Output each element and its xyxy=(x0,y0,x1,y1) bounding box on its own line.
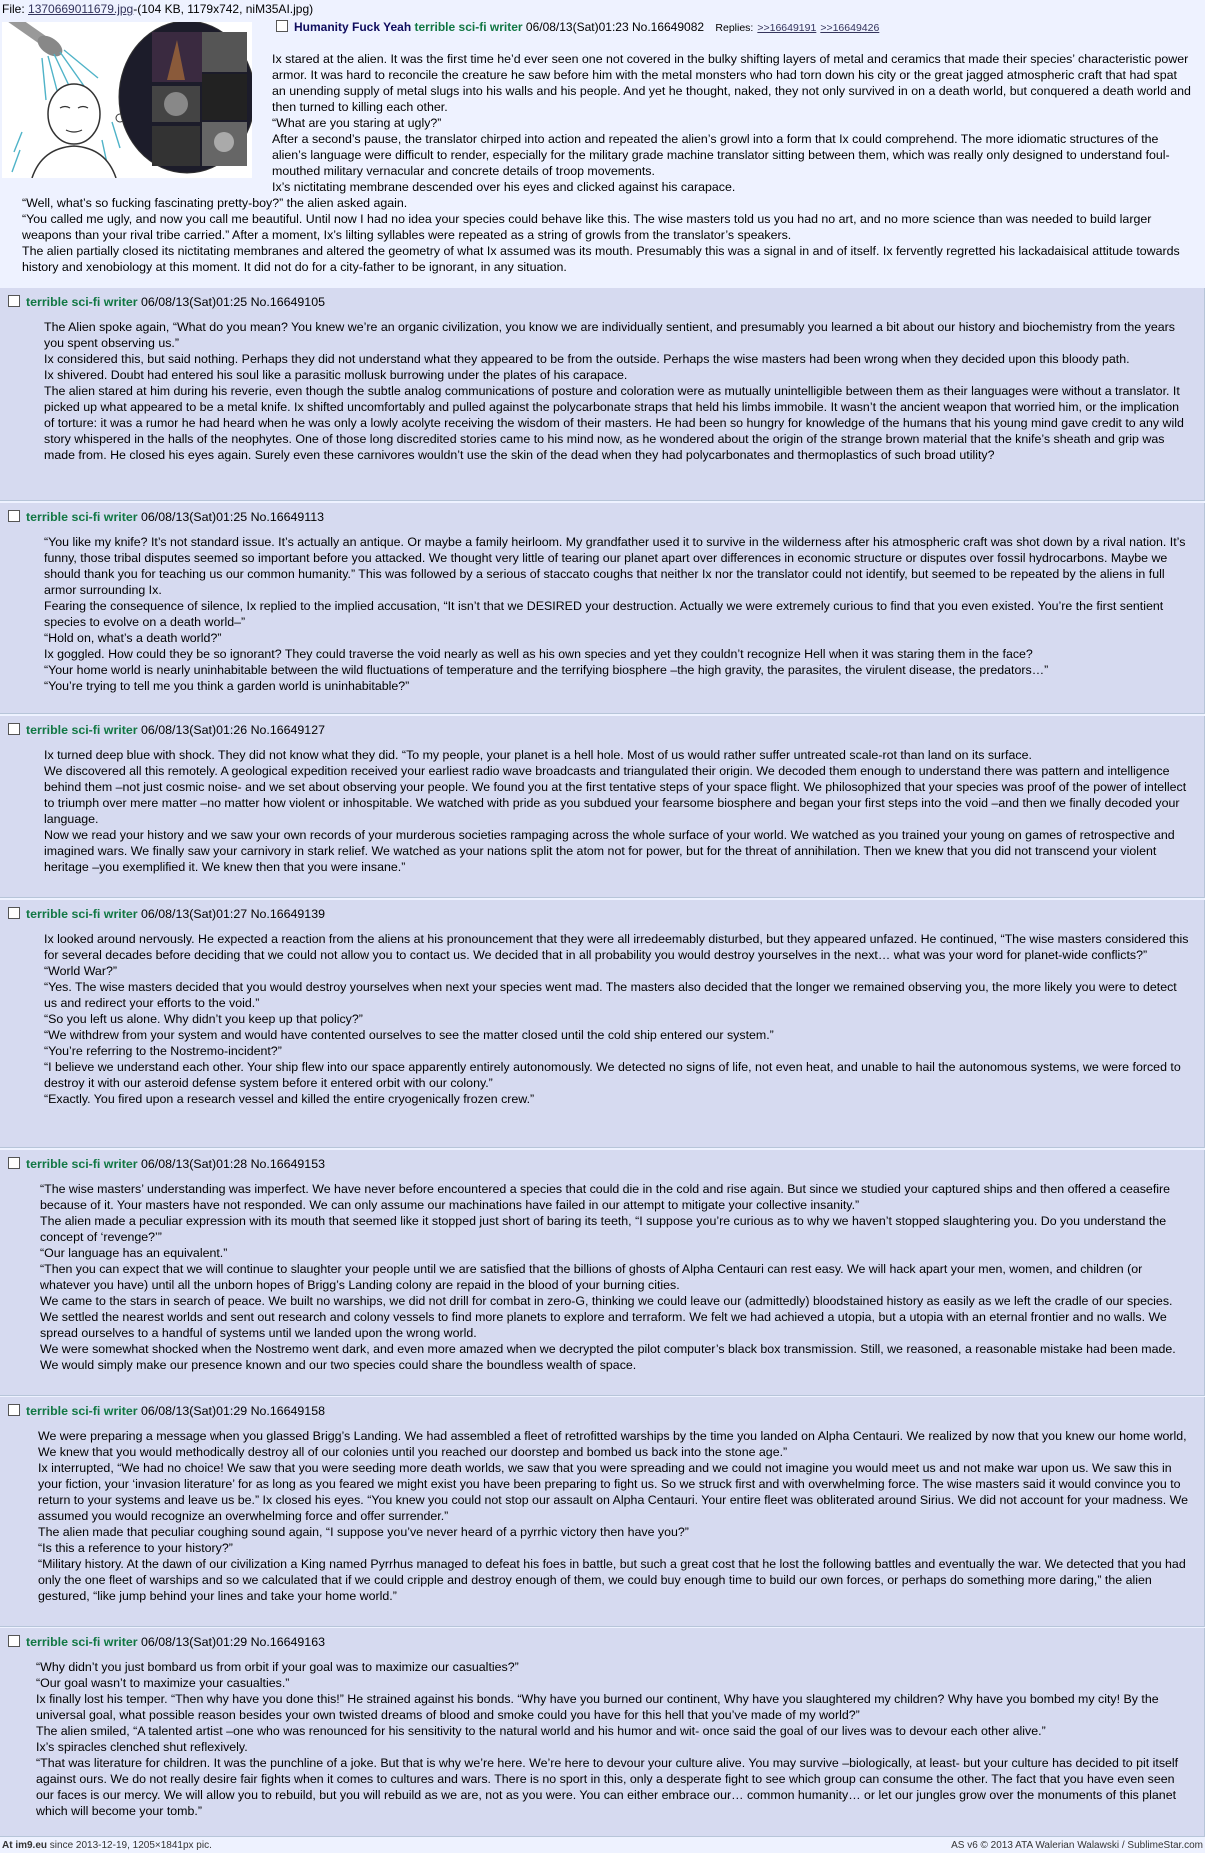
op-paragraph: “You called me ugly, and now you call me beautiful. Until now I had no idea your species could behave like this. The wise masters told us you had no art, and no more science than was needed to build larger weapons than your rival tribe carried.” After a moment, Ix’s lilting syllables were repeated as a string of growls from the translator’s speakers. xyxy=(22,212,1152,242)
reply-header xyxy=(8,1403,325,1419)
reply-paragraph: We discovered all this remotely. A geological expedition received your earliest radio wave broadcasts and triangulated their origin. We decoded them enough to understand there was pattern and intelligence behind them –not just cosmic noise- and we set about observing your people. We found you at the first tentative steps of your space flight. We philosophized that your species was proof of the power of intellect to triumph over mere matter –no matter how violent or inhospitable. We watched with pride as you subdued your fearsome biosphere and began your first steps into the void –and then we finally decoded your language. xyxy=(44,764,1187,826)
reply-body xyxy=(44,534,1192,694)
reply-paragraph: The alien smiled, “A talented artist –one who was renounced for his sensitivity to the natural world and his humor and wit- once said the goal of our lives was to devour each other alive.” xyxy=(36,1724,1046,1738)
reply-paragraph: “You’re referring to the Nostremo-incident?” xyxy=(44,1044,282,1058)
reply-paragraph: “I believe we understand each other. Your ship flew into our space apparently entirely autonomously. We detected no signs of life, not even heat, and unable to hail the autonomous systems, we were forced to destroy it with our asteroid defense system before it entered orbit with our colony.” xyxy=(44,1060,1181,1090)
reply-paragraph: “Yes. The wise masters decided that you would destroy yourselves when next your species went mad. The masters also decided that the longer we remained observing you, the more likely you were to detect us and redirect your efforts to the void.” xyxy=(44,980,1177,1010)
reply-paragraph: “Your home world is nearly uninhabitable between the wild fluctuations of temperature and the terrifying biosphere –the high gravity, the parasites, the virulent disease, the predators…” xyxy=(44,663,1049,677)
file-label: File: xyxy=(2,2,29,16)
reply-post xyxy=(0,288,1205,501)
file-info xyxy=(2,1,313,17)
reply-header xyxy=(8,722,325,738)
reply-poster-name: terrible sci-fi writer xyxy=(26,723,138,737)
image-footer xyxy=(0,1838,1205,1853)
op-backlink-2[interactable]: >>16649426 xyxy=(820,22,880,34)
reply-post-number[interactable]: No.16649139 xyxy=(250,907,325,921)
op-subject: Humanity Fuck Yeah xyxy=(294,20,412,34)
reply-datetime: 06/08/13(Sat)01:25 xyxy=(141,295,248,309)
reply-poster-name: terrible sci-fi writer xyxy=(26,510,138,524)
file-link[interactable]: 1370669011679.jpg xyxy=(28,2,134,16)
reply-paragraph: Ix shivered. Doubt had entered his soul like a parasitic mollusk burrowing under the plates of his carapace. xyxy=(44,368,628,382)
reply-datetime: 06/08/13(Sat)01:26 xyxy=(141,723,248,737)
op-post xyxy=(0,0,1205,288)
reply-paragraph: “The wise masters’ understanding was imperfect. We have never before encountered a species that could die in the cold and rise again. But since we studied your captured ships and then offered a ceasefire because of it. Your masters have not responded. We can only assume our machinations have failed in our attempt to mitigate your collective insanity.” xyxy=(40,1182,1171,1212)
reply-paragraph: Now we read your history and we saw your own records of your murderous societies rampaging across the whole surface of your world. We watched as you trained your young on games of retrospective and imagined wars. We finally saw your carnivory in stark relief. We watched as your nations split the atom not for power, but for the threat of annihilation. Then we knew that you did not transcend your violent heritage –you exemplified it. We knew then that you were insane.” xyxy=(44,828,1175,874)
reply-paragraph: “World War?” xyxy=(44,964,117,978)
reply-paragraph: “Exactly. You fired upon a research vessel and killed the entire cryogenically frozen crew.” xyxy=(44,1092,535,1106)
reply-datetime: 06/08/13(Sat)01:27 xyxy=(141,907,248,921)
reply-paragraph: “Then you can expect that we will continue to slaughter your people until we are satisfied that the billions of ghosts of Alpha Centauri can rest easy. We will hack apart your men, women, and children (or whatever you have) until all the unborn hopes of Brigg’s Landing colony are repaid in the blood of your burning cities. xyxy=(40,1262,1143,1292)
reply-paragraph: Fearing the consequence of silence, Ix replied to the implied accusation, “It isn’t that we DESIRED your destruction. Actually we were extremely curious to find that you even existed. You’re the first sentient species to evolve on a death world–” xyxy=(44,599,1164,629)
reply-post-number[interactable]: No.16649153 xyxy=(250,1157,325,1171)
op-backlink-1[interactable]: >>16649191 xyxy=(757,22,817,34)
op-paragraph: Ix’s nictitating membrane descended over his eyes and clicked against his carapace. xyxy=(272,180,736,194)
op-poster-name: terrible sci-fi writer xyxy=(414,20,523,34)
reply-post xyxy=(0,1628,1205,1837)
reply-datetime: 06/08/13(Sat)01:29 xyxy=(141,1635,248,1649)
reply-paragraph: The alien made that peculiar coughing sound again, “I suppose you’ve never heard of a pyrrhic victory then have you?” xyxy=(38,1525,689,1539)
reply-header xyxy=(8,294,325,310)
reply-paragraph: Ix considered this, but said nothing. Perhaps they did not understand what they appeared to be from the outside. Perhaps the wise masters had been wrong when they decided upon this bloody path. xyxy=(44,352,1130,366)
reply-paragraph: “So you left us alone. Why didn’t you keep up that policy?” xyxy=(44,1012,363,1026)
footer-right: AS v6 © 2013 ATA Walerian Walawski / SublimeStar.com xyxy=(951,1840,1203,1851)
op-thumbnail-image[interactable] xyxy=(2,22,252,178)
reply-post xyxy=(0,716,1205,898)
op-paragraph: After a second’s pause, the translator chirped into action and repeated the alien’s growl into a form that Ix could comprehend. The more idiomatic structures of the alien’s language were difficult to render, especially for the military grade machine translator sitting between them, which was really only designed to understand foul-mouthed military vernacular and concrete details of troop movements. xyxy=(272,132,1170,178)
reply-body xyxy=(44,931,1192,1107)
reply-post xyxy=(0,1397,1205,1627)
reply-select-checkbox[interactable] xyxy=(8,907,20,919)
reply-paragraph: Ix’s spiracles clenched shut reflexively. xyxy=(36,1740,248,1754)
reply-post xyxy=(0,900,1205,1148)
reply-paragraph: “That was literature for children. It was the punchline of a joke. But that is why we’re here. We’re here to devour your culture alive. You may survive –biologically, at least- but your culture has decided to pit itself against ours. We do not really desire fair fights when it comes to cultures and wars. There is no sport in this, only a desperate fight to see which group can consume the other. The fact that you have even seen our faces is our mercy. We will allow you to rebuild, but you will rebuild as we are, not as you were. You can either embrace our… common humanity… or let our jungles grow over the monuments of this planet which will become your tomb.” xyxy=(36,1756,1179,1818)
reply-paragraph: We were somewhat shocked when the Nostremo went dark, and even more amazed when we decrypted the pilot computer’s black box transmission. Still, we reasoned, a reasonable mistake had been made. We would simply make our presence known and our two species could share the boundless wealth of space. xyxy=(40,1342,1176,1372)
op-replies-label: Replies: xyxy=(715,22,754,34)
footer-left xyxy=(2,1838,212,1853)
op-post-body-continued xyxy=(22,195,1197,275)
footer-site: At im9.eu xyxy=(2,1840,48,1851)
reply-poster-name: terrible sci-fi writer xyxy=(26,907,138,921)
reply-select-checkbox[interactable] xyxy=(8,1404,20,1416)
op-post-header xyxy=(276,19,879,36)
thumbnail-drawing xyxy=(2,22,252,178)
reply-paragraph: “Our language has an equivalent.” xyxy=(40,1246,228,1260)
reply-post xyxy=(0,503,1205,714)
reply-body xyxy=(40,1181,1192,1373)
reply-select-checkbox[interactable] xyxy=(8,1157,20,1169)
reply-paragraph: “Military history. At the dawn of our civilization a King named Pyrrhus managed to defeat his foes in battle, but such a great cost that he lost the following battles and eventually the war. We detected that you had only the one fleet of warships and so we calculated that if we could cripple and destroy enough of them, we could buy enough time to build our own forces, or perhaps do something more daring,” the alien gestured, “like jump behind your lines and take your home world.” xyxy=(38,1557,1186,1603)
reply-paragraph: Ix finally lost his temper. “Then why have you done this!” He strained against his bonds. “Why have you burned our continent, Why have you slaughtered my children? Why have you bombed my city! By the universal goal, what possible reason besides your own twisted dreams of blood and smoke could you have for this hell that you’ve made of my world?” xyxy=(36,1692,1159,1722)
reply-paragraph: We were preparing a message when you glassed Brigg’s Landing. We had assembled a fleet of retrofitted warships by the time you landed on Alpha Centauri. We realized by now that you knew our home world, We knew that you would methodically destroy all of our colonies until you reached our doorstep and bombed us back into the stone age.” xyxy=(38,1429,1187,1459)
reply-poster-name: terrible sci-fi writer xyxy=(26,1404,138,1418)
reply-paragraph: The Alien spoke again, “What do you mean? You knew we’re an organic civilization, you know we are individually sentient, and presumably you learned a bit about our history and biochemistry from the years you spent observing us.” xyxy=(44,320,1175,350)
reply-post-number[interactable]: No.16649163 xyxy=(250,1635,325,1649)
reply-paragraph: Ix looked around nervously. He expected a reaction from the aliens at his pronouncement that they were all irredeemably disturbed, but they appeared unfazed. He continued, “The wise masters considered this for several decades before deciding that we could not allow you to contact us. We decided that in all probability you would destroy yourselves in the next… what was your word for planet-wide conflicts?” xyxy=(44,932,1189,962)
file-meta: -(104 KB, 1179x742, niM35AI.jpg) xyxy=(133,2,314,16)
reply-paragraph: Ix turned deep blue with shock. They did not know what they did. “To my people, your planet is a hell hole. Most of us would rather suffer untreated scale-rot than land on its surface. xyxy=(44,748,1032,762)
reply-paragraph: “Our goal wasn’t to maximize your casualties.” xyxy=(36,1676,290,1690)
reply-post-number[interactable]: No.16649127 xyxy=(250,723,325,737)
reply-post-number[interactable]: No.16649113 xyxy=(250,510,325,524)
reply-post xyxy=(0,1150,1205,1396)
reply-header xyxy=(8,906,325,922)
op-post-number[interactable]: No.16649082 xyxy=(631,20,705,34)
op-datetime: 06/08/13(Sat)01:23 xyxy=(525,20,629,34)
footer-meta: since 2013-12-19, 1205×1841px pic. xyxy=(49,1840,212,1851)
reply-body xyxy=(44,319,1192,463)
reply-select-checkbox[interactable] xyxy=(8,723,20,735)
op-paragraph: Ix stared at the alien. It was the first time he’d ever seen one not covered in the bulky shifting layers of metal and ceramics that made their species’ characteristic power armor. It was hard to reconcile the creature he saw before him with the metal monsters who had torn down his city or the great jagged atmospheric craft that had spat an unending supply of metal slugs into his walls and his people. And yet he thought, naked, they not only survived in on a death world, but conquered a death world and then turned to killing each other. xyxy=(272,52,1191,114)
reply-body xyxy=(36,1659,1192,1819)
reply-paragraph: “Is this a reference to your history?” xyxy=(38,1541,233,1555)
reply-paragraph: “You’re trying to tell me you think a garden world is uninhabitable?” xyxy=(44,679,410,693)
reply-paragraph: “You like my knife? It’s not standard issue. It’s actually an antique. Or maybe a family heirloom. My grandfather used it to survive in the wilderness after his atmospheric craft was shot down by a rival nation. It’s funny, those tribal disputes seemed so important before you attacked. We thought very little of tearing our planet apart over differences in economic structure or disputes over fossil hydrocarbons. Maybe we should thank you for teaching us our common humanity.” This was followed by a serious of staccato coughs that neither Ix nor the translator could not identify, but seemed to be repeated by the aliens in full armor surrounding Ix. xyxy=(44,535,1186,597)
reply-header xyxy=(8,1156,325,1172)
reply-paragraph: The alien stared at him during his reverie, even though the subtle analog communications of posture and coloration were as mutually unintelligible between them as their languages were without a translator. It picked up what appeared to be a metal knife. Ix shifted uncomfortably and pulled against the polycarbonate straps that held his limbs immobile. It wasn’t the ancient weapon that worried him, or the implication of torture: it was a rumor he had heard when he was only a lowly acolyte receiving the wisdom of their masters. He had been so hungry for knowledge of the humans that his young mind gave credit to any wild story whispered in the halls of the neophytes. One of those long discredited stories came to his mind now, as he wondered about the origin of the strange brown material that the knife’s sheath and grip was made from. He closed his eyes again. Surely even these carnivores wouldn’t use the skin of the dead when they had polycarbonates and thermoplastics of such broad utility? xyxy=(44,384,1184,462)
op-post-body xyxy=(272,51,1192,195)
op-select-checkbox[interactable] xyxy=(276,20,288,32)
reply-select-checkbox[interactable] xyxy=(8,295,20,307)
reply-body xyxy=(38,1428,1192,1604)
reply-poster-name: terrible sci-fi writer xyxy=(26,295,138,309)
op-paragraph: “Well, what’s so fucking fascinating pretty-boy?” the alien asked again. xyxy=(22,196,408,210)
reply-post-number[interactable]: No.16649158 xyxy=(250,1404,325,1418)
reply-poster-name: terrible sci-fi writer xyxy=(26,1635,138,1649)
reply-body xyxy=(44,747,1192,875)
reply-header xyxy=(8,1634,325,1650)
reply-header xyxy=(8,509,324,525)
reply-select-checkbox[interactable] xyxy=(8,510,20,522)
op-paragraph: “What are you staring at ugly?” xyxy=(272,116,442,130)
reply-datetime: 06/08/13(Sat)01:28 xyxy=(141,1157,248,1171)
reply-paragraph: “Hold on, what’s a death world?” xyxy=(44,631,222,645)
reply-paragraph: The alien made a peculiar expression with its mouth that seemed like it stopped just short of baring its teeth, “I suppose you’re curious as to why we haven’t stopped slaughtering you. Do you understand the concept of ‘revenge?’” xyxy=(40,1214,1167,1244)
reply-datetime: 06/08/13(Sat)01:29 xyxy=(141,1404,248,1418)
reply-datetime: 06/08/13(Sat)01:25 xyxy=(141,510,248,524)
reply-select-checkbox[interactable] xyxy=(8,1635,20,1647)
op-paragraph: The alien partially closed its nictitating membranes and altered the geometry of what Ix assumed was its mouth. Presumably this was a signal in and of itself. Ix fervently regretted his lackadaisical attitude towards history and xenobiology at this moment. It did not do for a city-father to be ignorant, in any situation. xyxy=(22,244,1180,274)
reply-paragraph: We came to the stars in search of peace. We built no warships, we did not drill for combat in zero-G, thinking we could leave our (admittedly) bloodstained history as easily as we left the cradle of our species. We settled the nearest worlds and sent out research and colony vessels to find more planets to explore and terraform. We felt we had achieved a utopia, but a utopia with an eternal frontier and no walls. We spread ourselves to a handful of systems until we landed upon the wrong world. xyxy=(40,1294,1173,1340)
reply-paragraph: “Why didn’t you just bombard us from orbit if your goal was to maximize our casualties?” xyxy=(36,1660,519,1674)
reply-poster-name: terrible sci-fi writer xyxy=(26,1157,138,1171)
reply-paragraph: “We withdrew from your system and would have contented ourselves to see the matter closed until the cold ship entered our system.” xyxy=(44,1028,774,1042)
reply-post-number[interactable]: No.16649105 xyxy=(250,295,325,309)
reply-paragraph: Ix interrupted, “We had no choice! We saw that you were seeding more death worlds, we saw that you were spreading and we could not imagine you would meet us and not make war upon us. We saw this in your fiction, your ‘invasion literature’ for as long as you feared we might exist you have been preparing to fight us. So we struck first and with overwhelming force. The wise masters said it would convince you to return to your systems and leave us be.” Ix closed his eyes. “You knew you could not stop our assault on Alpha Centauri. Your entire fleet was obliterated around Sirius. We did not account for your madness. We assumed you would recognize an overwhelming force and offer surrender.” xyxy=(38,1461,1188,1523)
reply-paragraph: Ix goggled. How could they be so ignorant? They could traverse the void nearly as well as his own species and yet they couldn’t recognize Hell when it was staring them in the face? xyxy=(44,647,1033,661)
